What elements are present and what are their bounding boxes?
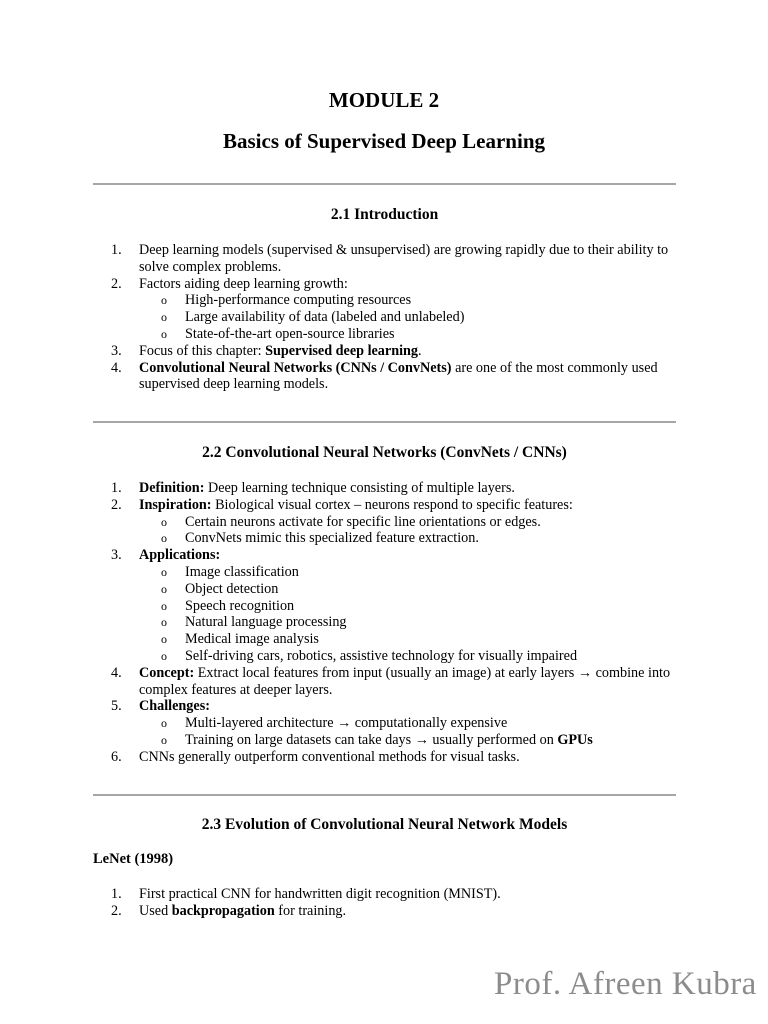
bold-term: Applications: (139, 547, 221, 564)
list-item (93, 903, 683, 920)
document-title: Basics of Supervised Deep Learning (222, 129, 545, 153)
sub-list-item-text: Object detection (185, 580, 279, 597)
list-number: 4. (111, 664, 122, 681)
bold-term: Challenges: (139, 698, 210, 715)
list-item (93, 242, 683, 276)
list-number: 3. (111, 342, 122, 359)
bold-term: Inspiration: (139, 496, 212, 513)
bullet-icon: o (161, 564, 167, 579)
bullet-icon: o (161, 716, 167, 731)
sub-list-item (139, 309, 683, 326)
bullet-icon: o (161, 648, 167, 663)
list-item-text: Used (139, 902, 172, 919)
list-item-text: Biological visual cortex – neurons respond to specific features: (211, 496, 573, 513)
sub-list-item (139, 648, 683, 665)
sub-list-item-text: Medical image analysis (185, 631, 319, 648)
list-item (93, 276, 683, 343)
list-item-text: Deep learning technique consisting of multiple layers. (204, 480, 515, 496)
list-item-text: Factors aiding deep learning growth: (139, 275, 348, 292)
section-heading-introduction: 2.1 Introduction (330, 206, 439, 223)
list-item (93, 480, 683, 497)
bold-term: Convolutional Neural Networks (CNNs / ConvNets) (139, 359, 452, 376)
list-number: 5. (111, 698, 122, 715)
list-item-text: CNNs generally outperform conventional methods for visual tasks. (139, 748, 520, 765)
section-heading-evolution: 2.3 Evolution of Convolutional Neural Network Models (201, 816, 568, 833)
sub-list-item-text: ConvNets mimic this specialized feature extraction. (185, 530, 479, 547)
sub-list-item (139, 631, 683, 648)
sub-list (139, 564, 683, 665)
sub-list-item (139, 715, 683, 732)
list-item (93, 497, 683, 547)
sub-list-item-text: Large availability of data (labeled and unlabeled) (185, 309, 465, 326)
list-number: 1. (111, 480, 122, 496)
cnn-list (93, 480, 683, 766)
bold-term: backpropagation (171, 902, 275, 919)
list-item (93, 749, 683, 766)
list-number: 3. (111, 547, 122, 564)
bullet-icon: o (161, 615, 167, 630)
sub-list (139, 292, 683, 342)
section-divider (93, 421, 676, 423)
lenet-list (93, 886, 683, 920)
subheading-lenet: LeNet (1998) (93, 851, 174, 867)
bold-term: Supervised deep learning (265, 342, 419, 359)
list-number: 6. (111, 748, 122, 765)
sub-list-item (139, 564, 683, 581)
list-number: 1. (111, 886, 122, 902)
sub-list-item (139, 326, 683, 343)
bullet-icon: o (161, 293, 167, 308)
bullet-icon: o (161, 514, 167, 529)
list-item (93, 698, 683, 748)
bullet-icon: o (161, 732, 167, 747)
list-item-text: are one of the most commonly used supervised deep learning models. (139, 359, 658, 393)
sub-list-item-text: Image classification (185, 563, 299, 580)
sub-list-item (139, 581, 683, 598)
sub-list-item (139, 598, 683, 615)
list-item-text: Focus of this chapter: (139, 342, 266, 359)
section-heading-cnn: 2.2 Convolutional Neural Networks (ConvNets / CNNs) (202, 444, 567, 461)
sub-list-item (139, 732, 683, 749)
module-title: MODULE 2 (328, 88, 440, 112)
sub-list (139, 514, 683, 548)
bullet-icon: o (161, 310, 167, 325)
list-item-text: Deep learning models (supervised & unsupervised) are growing rapidly due to their ability to solve complex problems. (139, 242, 669, 275)
list-item-text: First practical CNN for handwritten digit recognition (MNIST). (139, 886, 501, 902)
bullet-icon: o (161, 632, 167, 647)
list-item-text: for training. (274, 902, 347, 919)
section-divider (93, 183, 676, 185)
sub-list-item-text: Self-driving cars, robotics, assistive technology for visually impaired (185, 647, 578, 664)
list-number: 1. (111, 242, 122, 258)
bold-term: GPUs (557, 731, 593, 748)
sub-list-item (139, 292, 683, 309)
sub-list-item-text: Certain neurons activate for specific line orientations or edges. (185, 513, 541, 530)
list-item (93, 547, 683, 665)
list-number: 4. (111, 359, 122, 376)
list-item (93, 886, 683, 903)
author-watermark: Prof. Afreen Kubra (494, 966, 757, 1002)
sub-list-item-text: Speech recognition (185, 597, 295, 614)
sub-list-item-text: State-of-the-art open-source libraries (185, 325, 395, 342)
bullet-icon: o (161, 531, 167, 546)
introduction-list (93, 242, 683, 393)
list-item (93, 360, 683, 394)
list-number: 2. (111, 275, 122, 292)
list-number: 2. (111, 902, 122, 919)
sub-list-item (139, 530, 683, 547)
bullet-icon: o (161, 581, 167, 596)
sub-list-item-text: Training on large datasets can take days → usually performed on (185, 731, 558, 748)
bold-term: Definition: (139, 480, 205, 496)
list-item (93, 343, 683, 360)
list-item-text: . (418, 342, 422, 359)
list-number: 2. (111, 496, 122, 513)
section-divider (93, 794, 676, 796)
sub-list-item-text: Multi-layered architecture → computationally expensive (185, 715, 508, 732)
sub-list (139, 715, 683, 749)
sub-list-item-text: High-performance computing resources (185, 292, 412, 309)
sub-list-item-text: Natural language processing (185, 614, 347, 631)
bullet-icon: o (161, 326, 167, 341)
list-item (93, 665, 683, 699)
list-item-text: Extract local features from input (usually an image) at early layers → combine into complex features at deeper layers. (139, 664, 671, 698)
sub-list-item (139, 614, 683, 631)
bold-term: Concept: (139, 664, 195, 681)
sub-list-item (139, 514, 683, 531)
bullet-icon: o (161, 598, 167, 613)
